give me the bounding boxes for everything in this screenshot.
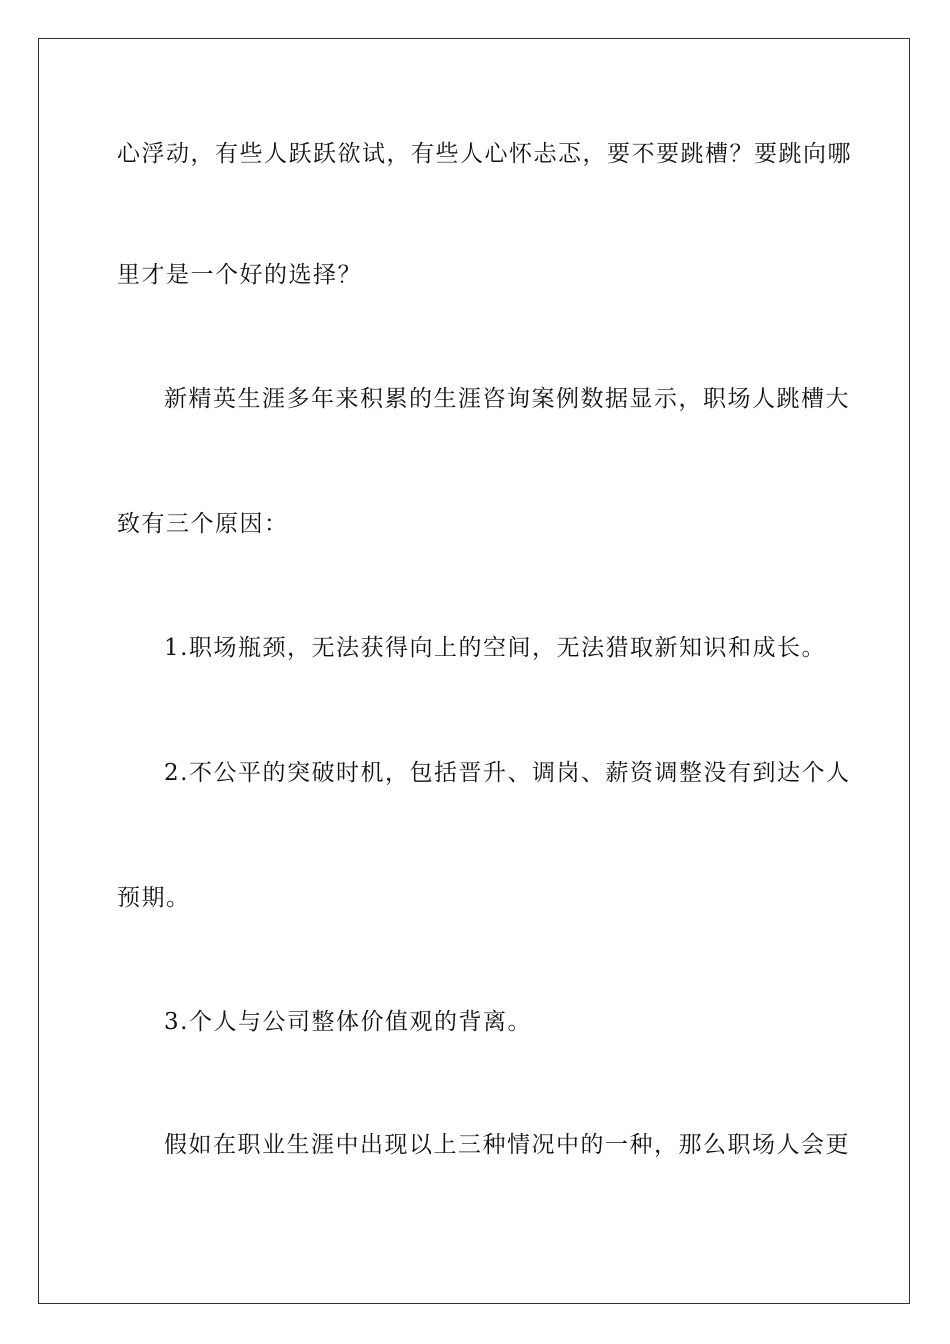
text-line-2: 里才是一个好的选择？ xyxy=(117,262,362,288)
list-item-3: 3.个人与公司整体价值观的背离。 xyxy=(164,1009,532,1035)
list-item-2: 2.不公平的突破时机，包括晋升、调岗、薪资调整没有到达个人 xyxy=(164,760,851,786)
list-item-1: 1.职场瓶颈，无法获得向上的空间，无法猎取新知识和成长。 xyxy=(164,635,826,661)
list-item-2-continuation: 预期。 xyxy=(117,885,191,911)
text-line-3: 新精英生涯多年来积累的生涯咨询案例数据显示，职场人跳槽大 xyxy=(164,386,850,412)
text-line-4: 致有三个原因： xyxy=(117,511,289,537)
text-line-9: 假如在职业生涯中出现以上三种情况中的一种，那么职场人会更 xyxy=(164,1132,850,1158)
page-border xyxy=(38,38,910,1304)
text-line-1: 心浮动，有些人跃跃欲试，有些人心怀忐忑，要不要跳槽？要跳向哪 xyxy=(117,141,852,167)
